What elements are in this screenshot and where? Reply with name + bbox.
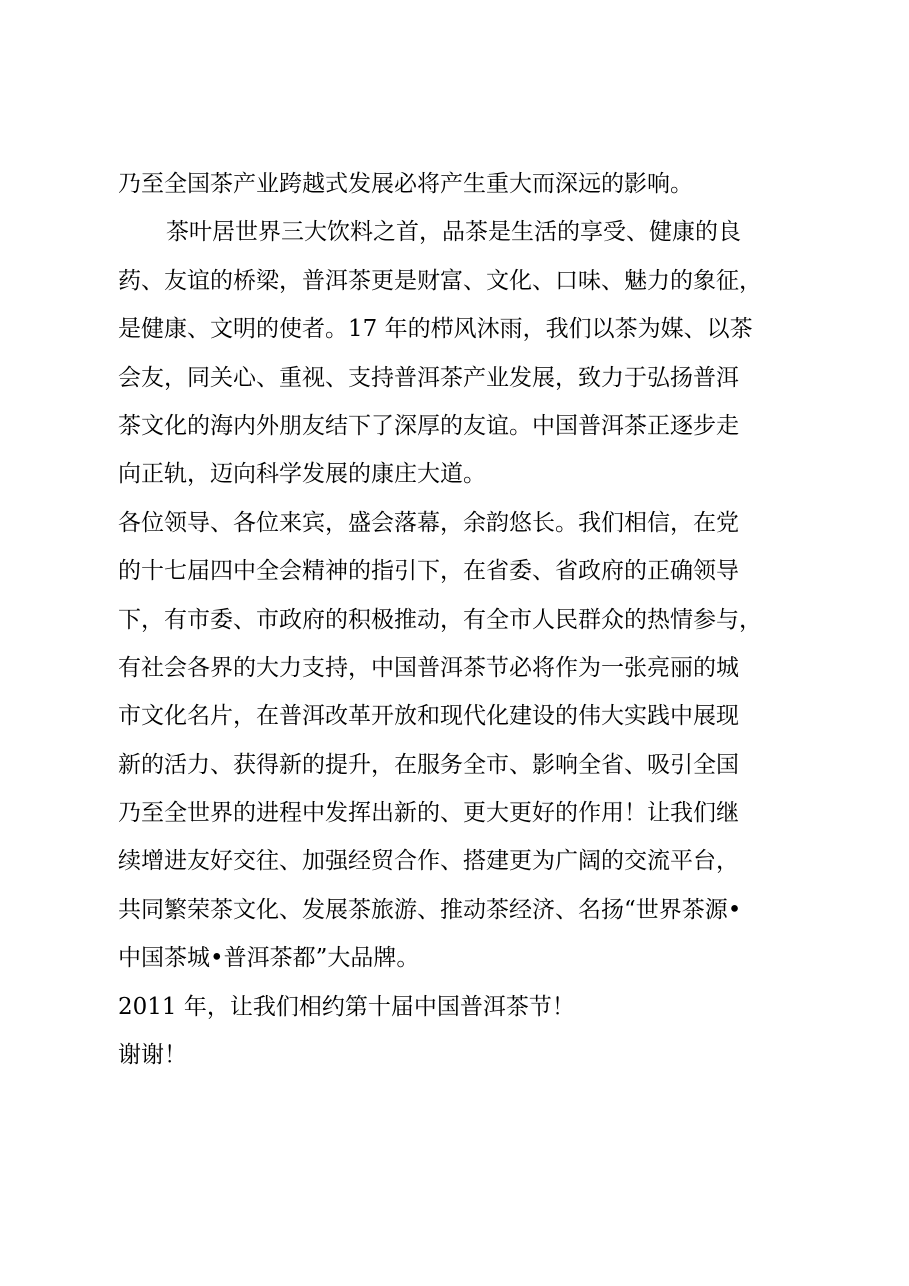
- text-line: 会友，同关心、重视、支持普洱茶产业发展，致力于弘扬普洱: [118, 364, 739, 391]
- text-line: 续增进友好交往、加强经贸合作、搭建更为广阔的交流平台，: [118, 848, 739, 875]
- paragraph-continuation: [118, 160, 808, 208]
- paragraph-tea-description: [118, 208, 808, 498]
- text-line: 向正轨，迈向科学发展的康庄大道。: [118, 461, 486, 488]
- text-line: 茶叶居世界三大饮料之首，品茶是生活的享受、健康的良: [166, 219, 741, 246]
- text-line: 药、友谊的桥梁，普洱茶更是财富、文化、口味、魅力的象征，: [118, 267, 762, 294]
- text-line: 2011 年，让我们相约第十届中国普洱茶节！: [118, 993, 575, 1020]
- document-body: [118, 160, 808, 1079]
- text-line: 市文化名片，在普洱改革开放和现代化建设的伟大实践中展现: [118, 703, 739, 730]
- text-line: 下，有市委、市政府的积极推动，有全市人民群众的热情参与，: [118, 606, 762, 633]
- text-line: 乃至全国茶产业跨越式发展必将产生重大而深远的影响。: [118, 171, 693, 197]
- text-line: 的十七届四中全会精神的指引下，在省委、省政府的正确领导: [118, 558, 739, 585]
- text-line: 谢谢！: [118, 1042, 187, 1069]
- paragraph-thanks: [118, 1031, 808, 1079]
- paragraph-closing-remarks: [118, 499, 808, 983]
- text-line: 是健康、文明的使者。17 年的栉风沐雨，我们以茶为媒、以茶: [118, 316, 753, 343]
- paragraph-invitation: [118, 983, 808, 1031]
- text-line: 茶文化的海内外朋友结下了深厚的友谊。中国普洱茶正逐步走: [118, 412, 739, 439]
- text-line: 各位领导、各位来宾，盛会落幕，余韵悠长。我们相信，在党: [118, 509, 739, 536]
- text-line: 共同繁荣茶文化、发展茶旅游、推动茶经济、名扬“世界茶源•: [118, 896, 742, 923]
- text-line: 中国茶城•普洱茶都”大品牌。: [118, 945, 420, 972]
- text-line: 有社会各界的大力支持，中国普洱茶节必将作为一张亮丽的城: [118, 654, 739, 681]
- text-line: 新的活力、获得新的提升，在服务全市、影响全省、吸引全国: [118, 751, 739, 778]
- text-line: 乃至全世界的进程中发挥出新的、更大更好的作用！让我们继: [118, 800, 739, 827]
